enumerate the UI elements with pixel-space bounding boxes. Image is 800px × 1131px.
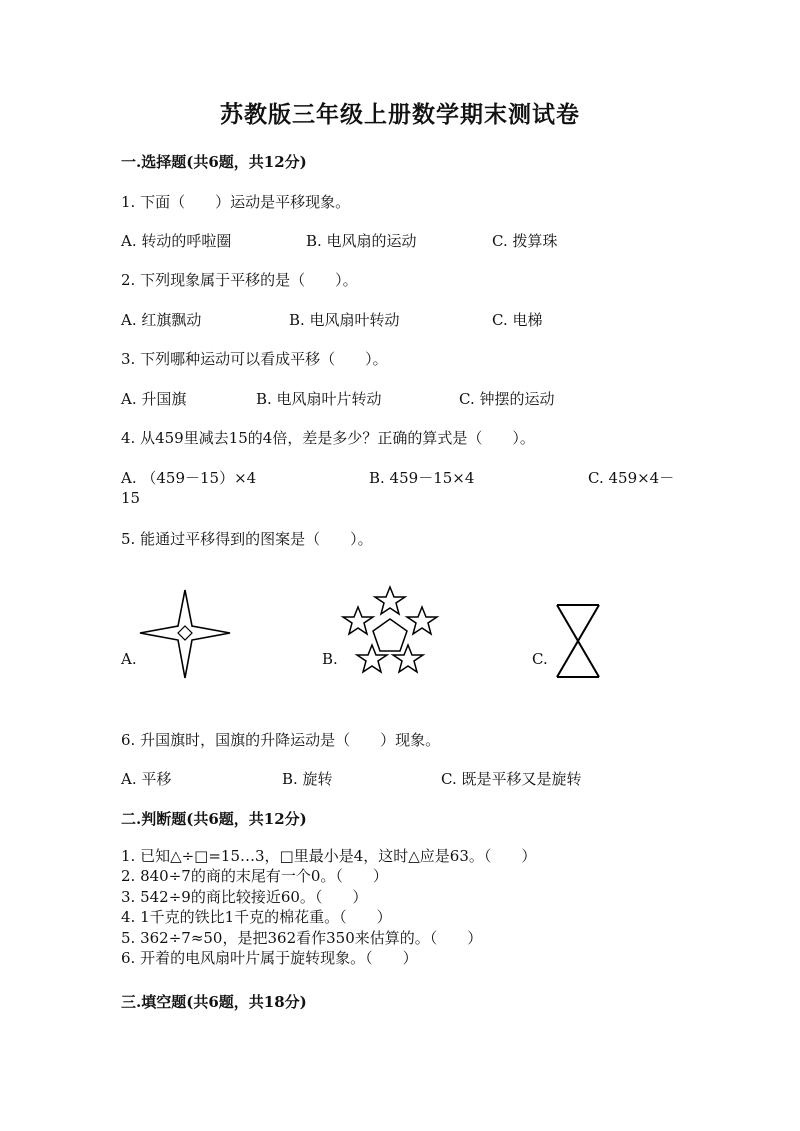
judgement-item-4: 4. 1千克的铁比1千克的棉花重。（ ）	[121, 908, 392, 926]
question-1-option-a: A. 转动的呼啦圈	[121, 232, 232, 250]
four-point-star-figure	[138, 588, 232, 680]
question-2-stem: 2. 下列现象属于平移的是（ ）。	[121, 271, 358, 289]
judgement-item-6: 6. 开着的电风扇叶片属于旋转现象。（ ）	[121, 949, 418, 967]
five-stars-figure	[340, 583, 440, 680]
question-3-stem: 3. 下列哪种运动可以看成平移（ ）。	[121, 350, 388, 368]
question-1-option-c: C. 拨算珠	[492, 232, 558, 250]
question-5-option-c: C.	[532, 650, 548, 668]
question-6-option-a: A. 平移	[121, 770, 172, 788]
question-6-stem: 6. 升国旗时，国旗的升降运动是（ ）现象。	[121, 731, 441, 749]
judgement-item-1: 1. 已知△÷□=15…3，□里最小是4，这时△应是63。（ ）	[121, 847, 537, 865]
question-4-stem: 4. 从459里减去15的4倍，差是多少？正确的算式是（ ）。	[121, 429, 535, 447]
judgement-item-5: 5. 362÷7≈50，是把362看作350来估算的。（ ）	[121, 929, 483, 947]
judgement-item-3: 3. 542÷9的商比较接近60。（ ）	[121, 888, 368, 906]
question-2-option-c: C. 电梯	[492, 311, 543, 329]
question-1-option-b: B. 电风扇的运动	[306, 232, 417, 250]
section-heading-choice: 一.选择题(共6题，共12分)	[121, 153, 307, 171]
question-2-option-b: B. 电风扇叶转动	[289, 311, 400, 329]
section-heading-judgement: 二.判断题(共6题，共12分)	[121, 810, 307, 828]
question-1-stem: 1. 下面（ ）运动是平移现象。	[121, 193, 351, 211]
question-5-option-a: A.	[121, 650, 137, 668]
question-5-stem: 5. 能通过平移得到的图案是（ ）。	[121, 530, 373, 548]
question-6-option-c: C. 既是平移又是旋转	[441, 770, 582, 788]
question-6-option-b: B. 旋转	[282, 770, 333, 788]
question-3-option-b: B. 电风扇叶片转动	[256, 390, 382, 408]
question-2-option-a: A. 红旗飘动	[121, 311, 202, 329]
question-3-option-c: C. 钟摆的运动	[459, 390, 555, 408]
page-title: 苏教版三年级上册数学期末测试卷	[220, 101, 580, 128]
question-4-option-a: A. （459－15）×4	[121, 469, 257, 487]
question-5-option-b: B.	[322, 650, 338, 668]
question-4-option-b: B. 459－15×4	[369, 469, 475, 487]
section-heading-fill-blank: 三.填空题(共6题，共18分)	[121, 993, 307, 1011]
question-4-option-c: C. 459×4－	[588, 469, 675, 487]
judgement-item-2: 2. 840÷7的商的末尾有一个0。（ ）	[121, 867, 388, 885]
question-3-option-a: A. 升国旗	[121, 390, 187, 408]
question-4-option-c-continued: 15	[121, 489, 141, 507]
hourglass-figure	[555, 602, 601, 680]
